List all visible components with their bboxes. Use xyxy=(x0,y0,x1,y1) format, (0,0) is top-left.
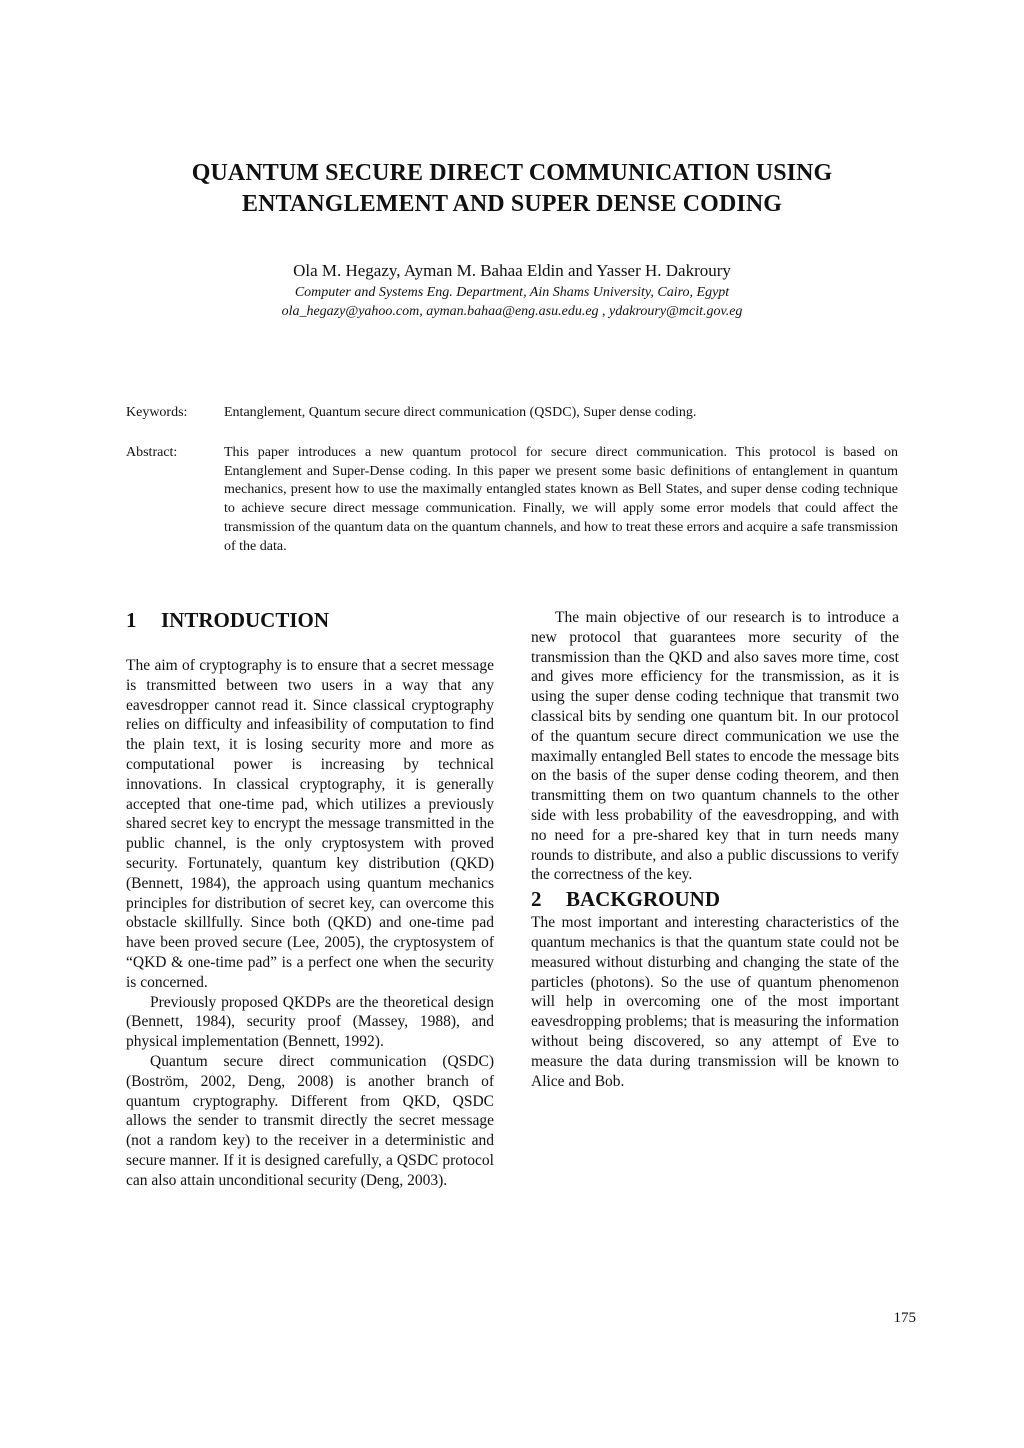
left-column xyxy=(126,606,494,1191)
page-number: 175 xyxy=(893,1310,916,1326)
background-title: BACKGROUND xyxy=(566,887,721,912)
introduction-paragraph: Quantum secure direct communication (QSDC) (Boström, 2002, Deng, 2008) is another branch of quantum cryptography. Different from QKD, QSDC allows the sender to transmit directly the secret message (not a random key) to the receiver in a deterministic and secure manner. If it is designed carefully, a QSDC protocol can also attain unconditional security (Deng, 2003). xyxy=(126,1052,494,1189)
introduction-paragraph: Previously proposed QKDPs are the theoretical design (Bennett, 1984), security proof (Massey, 1988), and physical implementation (Bennett, 1992). xyxy=(126,993,494,1051)
abstract-text: This paper introduces a new quantum protocol for secure direct communication. This protocol is based on Entanglement and Super-Dense coding. In this paper we present some basic definitions of entanglement in quantum mechanics, present how to use the maximally entangled states known as Bell States, and super dense coding technique to achieve secure direct message communication. Finally, we will apply some error models that could affect the transmission of the quantum data on the quantum channels, and how to treat these errors and acquire a safe transmission of the data. xyxy=(224,445,898,554)
introduction-number: 1 xyxy=(126,608,137,632)
paper-title: QUANTUM SECURE DIRECT COMMUNICATION USING ENTANGLEMENT AND SUPER DENSE CODING xyxy=(191,160,833,217)
author-list: Ola M. Hegazy, Ayman M. Bahaa Eldin and Yasser H. Dakroury xyxy=(293,261,731,280)
author-affiliation: Computer and Systems Eng. Department, Ain Shams University, Cairo, Egypt xyxy=(294,285,730,300)
introduction-objective-paragraph: The main objective of our research is to introduce a new protocol that guarantees more security of the transmission than the QKD and also saves more time, cost and gives more efficiency for the transmission, as it is using the super dense coding technique that transmit two classical bits by sending one quantum bit. In our protocol of the quantum secure direct communication we use the maximally entangled Bell states to encode the message bits on the basis of the super dense coding theorem, and then transmitting them on two quantum channels to the other side with less probability of the eavesdropping, and with no need for a pre-shared key that in turn needs many rounds to distribute, and also a public discussions to verify the correctness of the key. xyxy=(531,609,899,884)
author-emails: ola_hegazy@yahoo.com, ayman.bahaa@eng.asu.edu.eg , ydakroury@mcit.gov.eg xyxy=(281,304,743,319)
keywords-text: Entanglement, Quantum secure direct communication (QSDC), Super dense coding. xyxy=(224,405,697,420)
abstract-label: Abstract: xyxy=(126,445,178,460)
background-heading xyxy=(531,885,899,913)
background-number: 2 xyxy=(531,887,542,912)
right-column xyxy=(531,608,899,1091)
introduction-title: INTRODUCTION xyxy=(161,608,330,632)
background-paragraph: The most important and interesting characteristics of the quantum mechanics is that the quantum state could not be measured without disturbing and changing the state of the particles (photons). So the use of quantum phenomenon will help in overcoming one of the most important eavesdropping problems; that is measuring the information without being discovered, so any attempt of Eve to measure the data during transmission will be known to Alice and Bob. xyxy=(531,914,899,1090)
keywords-label: Keywords: xyxy=(126,405,188,420)
introduction-paragraph: The aim of cryptography is to ensure that a secret message is transmitted between two users in a way that any eavesdropper cannot read it. Since classical cryptography relies on difficulty and infeasibility of computation to find the plain text, it is losing security more and more as computational power is increasing by technical innovations. In classical cryptography, it is generally accepted that one-time pad, which utilizes a previously shared secret key to encrypt the message transmitted in the public channel, is the only cryptosystem with proved security. Fortunately, quantum key distribution (QKD) (Bennett, 1984), the approach using quantum mechanics principles for distribution of secret key, can overcome this obstacle skillfully. Since both (QKD) and one-time pad have been proved secure (Lee, 2005), the cryptosystem of “QKD & one-time pad” is a perfect one when the security is concerned. xyxy=(126,657,494,991)
introduction-heading xyxy=(126,606,494,634)
